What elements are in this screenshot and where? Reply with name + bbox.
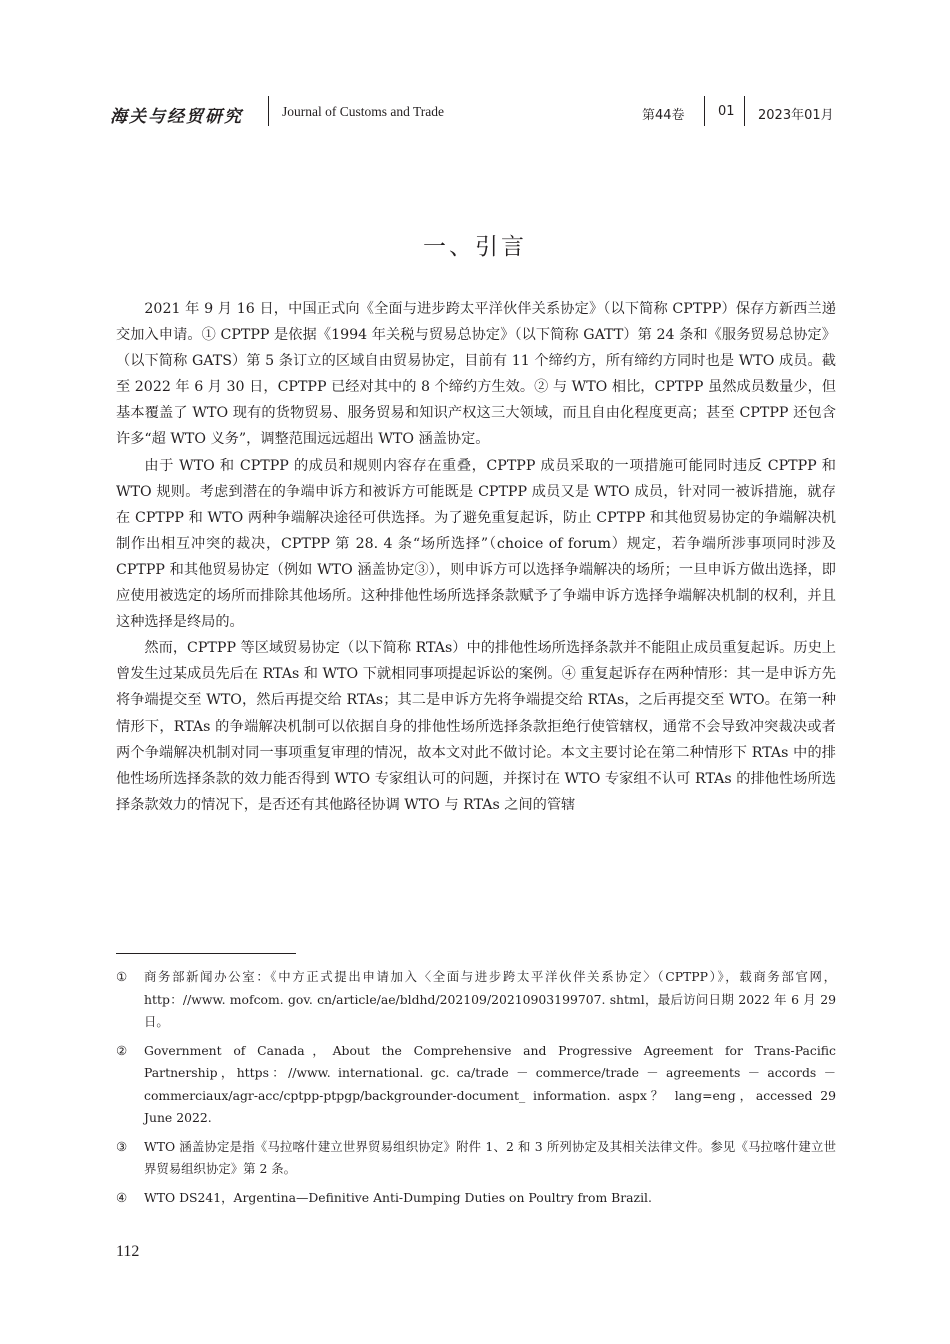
footnote	[116, 966, 836, 1034]
page-number: 112	[116, 1243, 140, 1260]
footnote	[116, 1040, 836, 1130]
header-divider	[704, 96, 705, 126]
footnote-text: WTO DS241，Argentina—Definitive Anti-Dumping Duties on Poultry from Brazil.	[144, 1189, 652, 1205]
footnote-text: 商务部新闻办公室：《中方正式提出申请加入〈全面与进步跨太平洋伙伴关系协定〉（CPTPP）》，载商务部官网，http：//www. mofcom. gov. cn/article/ae/bldhd/202109/20210903199707. shtml，最后访问日期 2022 年 6 月 29 日。	[144, 969, 836, 1029]
footnote-marker: ③	[116, 1138, 128, 1154]
header-divider	[744, 96, 745, 126]
volume-label: 第44卷	[642, 108, 685, 123]
journal-title-en: Journal of Customs and Trade	[282, 104, 444, 119]
issue-label: 01	[718, 104, 735, 119]
page-header	[110, 94, 840, 132]
footnote-marker: ④	[116, 1189, 128, 1205]
footnotes	[116, 966, 836, 1215]
journal-title-cn: 海关与经贸研究	[110, 107, 243, 127]
footnote	[116, 1187, 836, 1210]
footnote-text: Government of Canada，About the Comprehensive and Progressive Agreement for Trans-Pacific Partnership，https：//www. international. gc. ca/trade － commerce/trade － agreements － accords － commerciaux/agr-acc/cptpp-ptpgp/backgrounder-document_ information. aspx？ lang=eng，accessed 29 June 2022.	[144, 1042, 836, 1125]
date-label: 2023年01月	[758, 108, 834, 123]
footnote-text: WTO 涵盖协定是指《马拉喀什建立世界贸易组织协定》附件 1、2 和 3 所列协定及其相关法律文件。参见《马拉喀什建立世界贸易组织协定》第 2 条。	[144, 1138, 836, 1176]
footnote	[116, 1136, 836, 1181]
paragraph: 由于 WTO 和 CPTPP 的成员和规则内容存在重叠，CPTPP 成员采取的一项措施可能同时违反 CPTPP 和 WTO 规则。考虑到潜在的争端申诉方和被诉方可能既是 CPTPP 成员又是 WTO 成员，针对同一被诉措施，就存在 CPTPP 和 WTO 两种争端解决途径可供选择。为了避免重复起诉，防止 CPTPP 和其他贸易协定的争端解决机制作出相互冲突的裁决，CPTPP 第 28. 4 条“场所选择”（choice of forum）规定，若争端所涉事项同时涉及 CPTPP 和其他贸易协定（例如 WTO 涵盖协定③），则申诉方可以选择争端解决的场所；一旦申诉方做出选择，即应使用被选定的场所而排除其他场所。这种排他性场所选择条款赋予了争端申诉方选择争端解决机制的权利，并且这种选择是终局的。	[116, 457, 836, 631]
footnote-marker: ①	[116, 969, 128, 984]
section-title: 一、引言	[423, 234, 527, 260]
header-divider	[268, 96, 269, 126]
footnote-marker: ②	[116, 1042, 128, 1058]
body-text	[116, 296, 836, 818]
footnote-separator	[116, 953, 296, 954]
paragraph: 然而，CPTPP 等区域贸易协定（以下简称 RTAs）中的排他性场所选择条款并不能阻止成员重复起诉。历史上曾发生过某成员先后在 RTAs 和 WTO 下就相同事项提起诉讼的案例。④ 重复起诉存在两种情形：其一是申诉方先将争端提交至 WTO，然后再提交给 RTAs；其二是申诉方先将争端提交给 RTAs，之后再提交至 WTO。在第一种情形下，RTAs 的争端解决机制可以依据自身的排他性场所选择条款拒绝行使管辖权，通常不会导致冲突裁决或者两个争端解决机制对同一事项重复审理的情况，故本文对此不做讨论。本文主要讨论在第二种情形下 RTAs 中的排他性场所选择条款的效力能否得到 WTO 专家组认可的问题，并探讨在 WTO 专家组不认可 RTAs 的排他性场所选择条款效力的情况下，是否还有其他路径协调 WTO 与 RTAs 之间的管辖	[116, 640, 836, 813]
paragraph: 2021 年 9 月 16 日，中国正式向《全面与进步跨太平洋伙伴关系协定》（以下简称 CPTPP）保存方新西兰递交加入申请。① CPTPP 是依据《1994 年关税与贸易总协定》（以下简称 GATT）第 24 条和《服务贸易总协定》（以下简称 GATS）第 5 条订立的区域自由贸易协定，目前有 11 个缔约方，所有缔约方同时也是 WTO 成员。截至 2022 年 6 月 30 日，CPTPP 已经对其中的 8 个缔约方生效。② 与 WTO 相比，CPTPP 虽然成员数量少，但基本覆盖了 WTO 现有的货物贸易、服务贸易和知识产权这三大领域，而且自由化程度更高；甚至 CPTPP 还包含许多“超 WTO 义务”，调整范围远远超出 WTO 涵盖协定。	[116, 301, 836, 448]
